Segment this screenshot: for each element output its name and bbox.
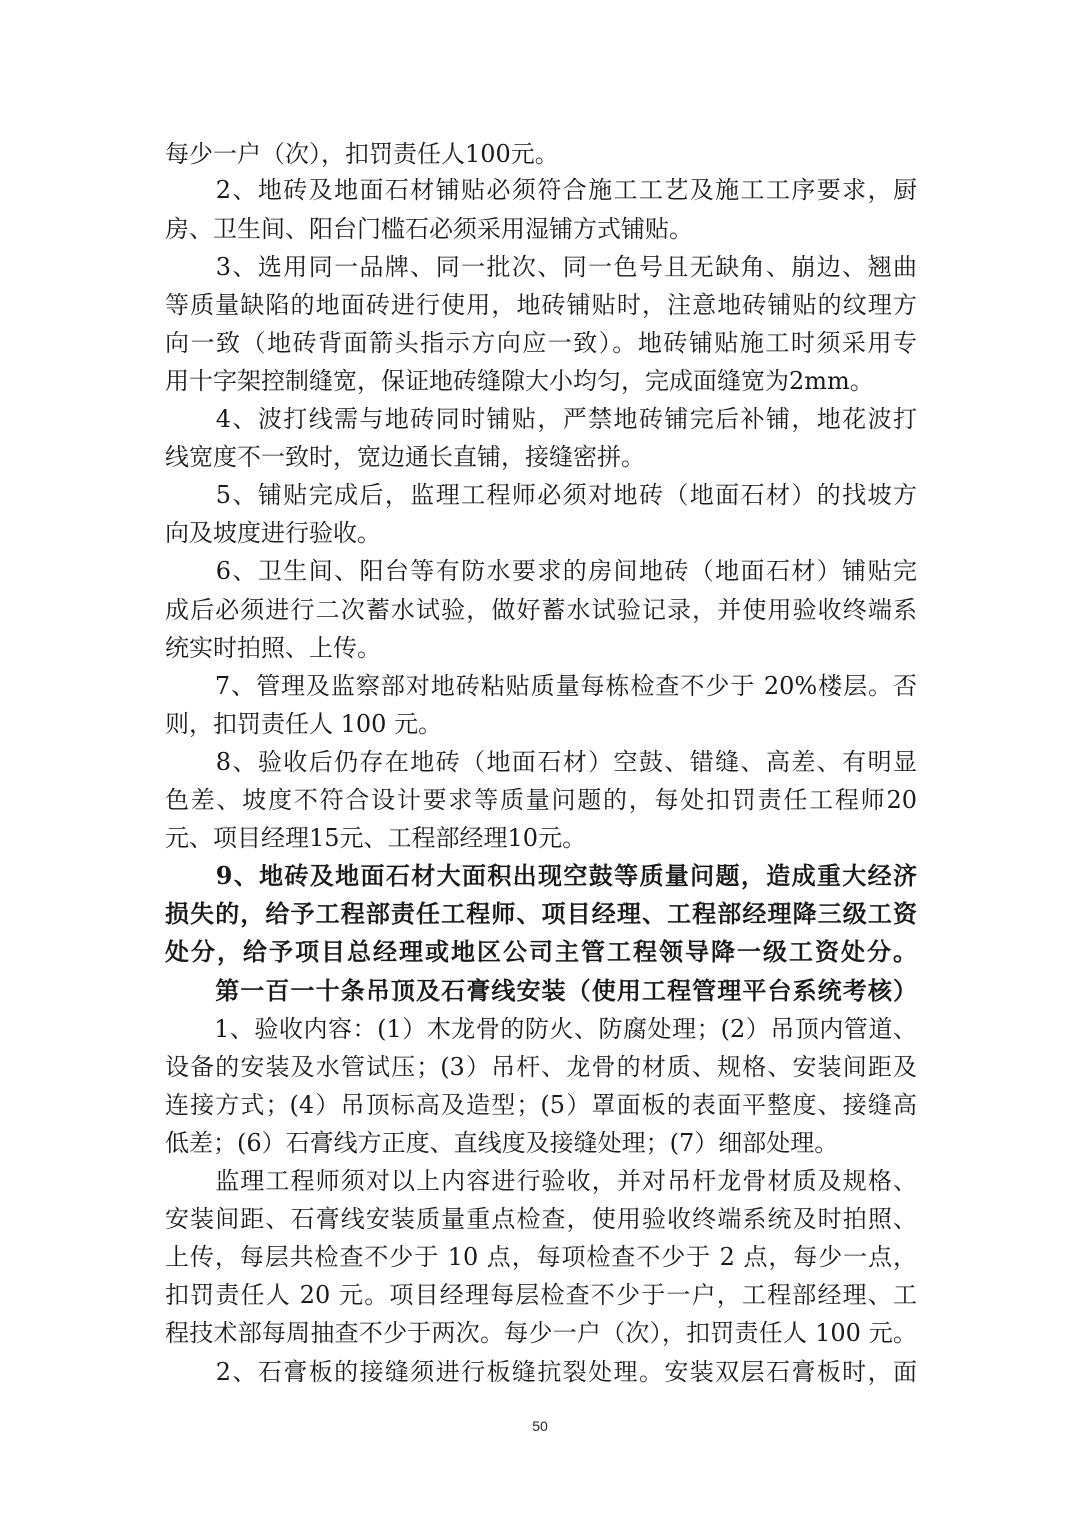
text-line: 5、铺贴完成后，监理工程师必须对地砖（地面石材）的找坡方 xyxy=(165,481,917,509)
text-line: 8、验收后仍存在地砖（地面石材）空鼓、错缝、高差、有明显 xyxy=(165,748,917,776)
text-line: 7、管理及监察部对地砖粘贴质量每栋检查不少于 20%楼层。否 xyxy=(165,672,917,700)
bold-text-line: 处分，给予项目总经理或地区公司主管工程领导降一级工资处分。 xyxy=(165,937,917,966)
bold-text-line: 损失的，给予工程部责任工程师、项目经理、工程部经理降三级工资 xyxy=(165,899,917,928)
text-line: 等质量缺陷的地面砖进行使用，地砖铺贴时，注意地砖铺贴的纹理方 xyxy=(165,291,917,319)
text-line: 用十字架控制缝宽，保证地砖缝隙大小均匀，完成面缝宽为2mm。 xyxy=(165,367,874,395)
text-line: 每少一户（次），扣罚责任人100元。 xyxy=(165,140,559,168)
text-line: 连接方式；(4）吊顶标高及造型；(5）罩面板的表面平整度、接缝高 xyxy=(165,1091,917,1119)
text-line: 线宽度不一致时，宽边通长直铺，接缝密拼。 xyxy=(165,443,645,471)
text-line: 设备的安装及水管试压；(3）吊杆、龙骨的材质、规格、安装间距及 xyxy=(165,1053,917,1081)
text-line: 色差、坡度不符合设计要求等质量问题的，每处扣罚责任工程师20 xyxy=(165,786,917,814)
text-line: 6、卫生间、阳台等有防水要求的房间地砖（地面石材）铺贴完 xyxy=(165,557,917,585)
bold-text-line: 9、地砖及地面石材大面积出现空鼓等质量问题，造成重大经济 xyxy=(165,861,917,890)
text-line: 扣罚责任人 20 元。项目经理每层检查不少于一户，工程部经理、工 xyxy=(165,1281,917,1309)
text-line: 成后必须进行二次蓄水试验，做好蓄水试验记录，并使用验收终端系 xyxy=(165,596,917,624)
text-line: 1、验收内容：(1）木龙骨的防火、防腐处理；(2）吊顶内管道、 xyxy=(165,1015,917,1043)
text-line: 则，扣罚责任人 100 元。 xyxy=(165,710,443,738)
text-line: 统实时拍照、上传。 xyxy=(165,634,381,662)
text-line: 安装间距、石膏线安装质量重点检查，使用验收终端系统及时拍照、 xyxy=(165,1205,917,1233)
text-line: 2、石膏板的接缝须进行板缝抗裂处理。安装双层石膏板时，面 xyxy=(165,1358,917,1386)
section-heading: 第一百一十条吊顶及石膏线安装（使用工程管理平台系统考核） xyxy=(165,976,917,1005)
text-line: 监理工程师须对以上内容进行验收，并对吊杆龙骨材质及规格、 xyxy=(165,1167,917,1195)
page-number: 50 xyxy=(532,1418,548,1434)
text-line: 元、项目经理15元、工程部经理10元。 xyxy=(165,824,587,852)
text-line: 向一致（地砖背面箭头指示方向应一致）。地砖铺贴施工时须采用专 xyxy=(165,329,917,357)
text-line: 3、选用同一品牌、同一批次、同一色号且无缺角、崩边、翘曲 xyxy=(165,253,917,281)
text-line: 低差；(6）石膏线方正度、直线度及接缝处理；(7）细部处理。 xyxy=(165,1129,839,1157)
text-line: 程技术部每周抽查不少于两次。每少一户（次），扣罚责任人 100 元。 xyxy=(165,1319,917,1347)
text-line: 向及坡度进行验收。 xyxy=(165,519,381,547)
text-line: 2、地砖及地面石材铺贴必须符合施工工艺及施工工序要求，厨 xyxy=(165,176,917,204)
text-line: 房、卫生间、阳台门槛石必须采用湿铺方式铺贴。 xyxy=(165,215,693,243)
text-line: 上传，每层共检查不少于 10 点，每项检查不少于 2 点，每少一点， xyxy=(165,1243,917,1271)
text-line: 4、波打线需与地砖同时铺贴，严禁地砖铺完后补铺，地花波打 xyxy=(165,405,917,433)
